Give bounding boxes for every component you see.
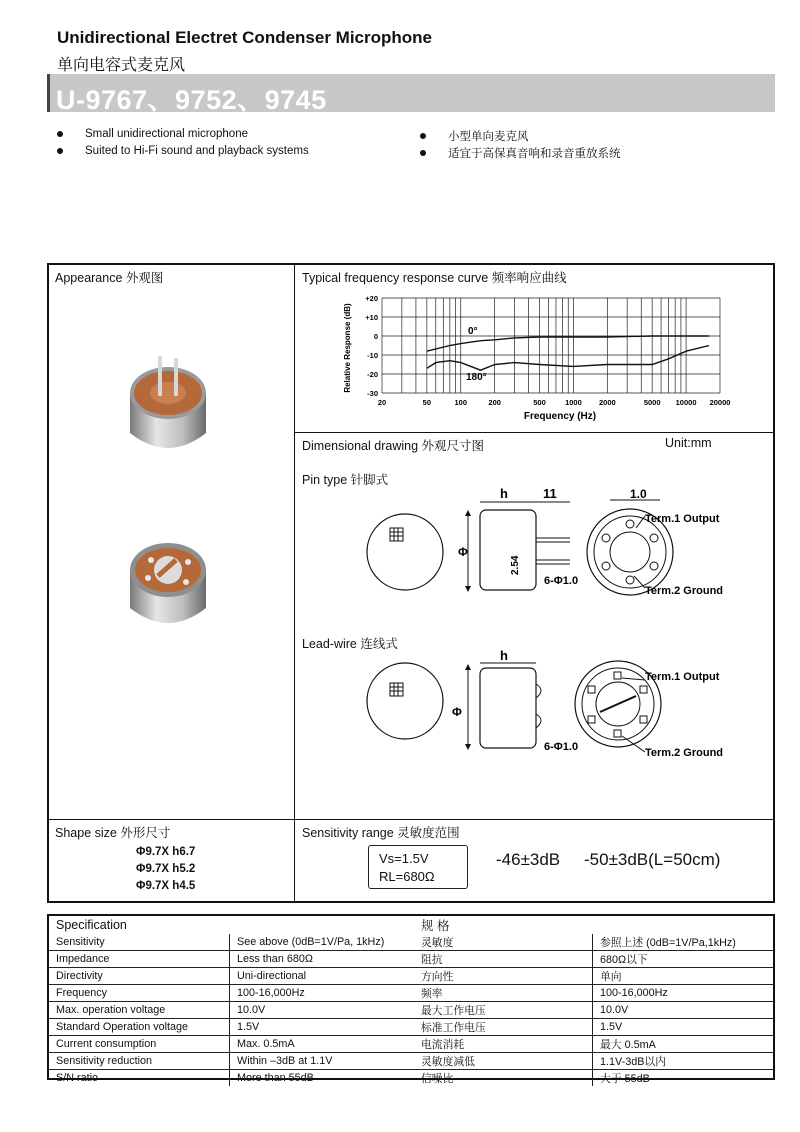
spec-param-en: S/N ratio: [49, 1070, 230, 1087]
spec-param-en: Frequency: [49, 985, 230, 1002]
dim-10: 1.0: [630, 487, 647, 501]
y-axis-label: Relative Response (dB): [343, 303, 352, 393]
term2-label-lead: Term.2 Ground: [645, 747, 724, 759]
pin-type-label: Pin type 针脚式: [302, 473, 389, 487]
divider-horizontal: [295, 432, 774, 433]
spec-param-en: Sensitivity: [49, 934, 230, 951]
leader-line: [634, 576, 645, 588]
divider-horizontal: [48, 819, 774, 820]
y-tick-label: -20: [367, 370, 378, 379]
spec-value-cn: 单向: [593, 968, 774, 985]
arrow-icon: [465, 664, 471, 670]
dim-11: 11: [543, 486, 557, 501]
lead-wire-label: Lead-wire 连线式: [302, 637, 398, 651]
y-tick-label: +10: [365, 313, 378, 322]
chart-tick-labels: [365, 294, 730, 407]
spec-param-en: Current consumption: [49, 1036, 230, 1053]
feature-text-cn: 小型单向麦克风: [448, 131, 529, 143]
spec-value-cn: 1.5V: [593, 1019, 774, 1036]
grid-hole-icon: [390, 528, 403, 541]
appearance-label: Appearance 外观图: [55, 271, 164, 285]
model-numbers: U-9767、9752、9745: [56, 85, 327, 115]
spec-value-en: Within –3dB at 1.1V: [230, 1053, 415, 1070]
spec-param-cn: 阻抗: [414, 951, 593, 968]
spec-param-cn: 方向性: [414, 968, 593, 985]
spec-value-en: Max. 0.5mA: [230, 1036, 415, 1053]
x-tick-label: 100: [454, 398, 468, 407]
leader-line: [622, 736, 645, 752]
spec-param-en: Max. operation voltage: [49, 1002, 230, 1019]
y-tick-label: -30: [367, 389, 378, 398]
mic-side-view-lead: [480, 668, 536, 748]
mic-front-view: [367, 514, 443, 590]
term1-label-lead: Term.1 Output: [645, 671, 720, 683]
frequency-label: Typical frequency response curve 频率响应曲线: [302, 271, 567, 285]
spec-value-cn: 1.1V-3dB以内: [593, 1053, 774, 1070]
spec-param-cn: 标准工作电压: [414, 1019, 593, 1036]
spec-header-row: [49, 916, 773, 934]
lead-bump: [536, 714, 541, 728]
sensitivity-value: -46±3dB: [496, 850, 561, 869]
spec-value-en: More than 55dB: [237, 1072, 314, 1084]
mic-side-view: [480, 510, 536, 590]
x-tick-label: 2000: [598, 398, 616, 407]
spec-param-cn: 频率: [414, 985, 593, 1002]
chart-grid: [382, 298, 720, 393]
bullet-icon: [420, 133, 426, 139]
feature-text: Small unidirectional microphone: [85, 128, 248, 140]
spec-row: [49, 1036, 773, 1053]
feature-text-cn: 适宜于高保真音响和录音重放系统: [448, 148, 621, 160]
spec-value-cn: 680Ω以下: [593, 951, 774, 968]
x-tick-label: 20: [377, 398, 387, 407]
spec-param-en: Sensitivity reduction: [49, 1053, 230, 1070]
bullet-icon: [57, 148, 63, 154]
shape-size-item: Φ9.7X h5.2: [136, 863, 196, 875]
mic-front-view-lead: [367, 663, 443, 739]
shape-size-item: Φ9.7X h4.5: [136, 880, 196, 892]
arrow-icon: [465, 744, 471, 750]
term2-label: Term.2 Ground: [645, 585, 724, 597]
spec-param-en: Impedance: [49, 951, 230, 968]
unit-label: Unit:mm: [665, 436, 712, 450]
dimensional-drawing: [300, 480, 770, 810]
shape-size-label: Shape size 外形尺寸: [55, 826, 171, 840]
spec-value-cn: 10.0V: [593, 1002, 774, 1019]
shape-size-item: Φ9.7X h6.7: [136, 846, 196, 858]
x-tick-label: 1000: [565, 398, 582, 407]
microphone-photo-top: [118, 348, 218, 458]
spec-value-cn: 100-16,000Hz: [593, 985, 774, 1002]
spec-value-cn: 参照上述 (0dB=1V/Pa,1kHz): [593, 934, 774, 951]
sensitivity-label: Sensitivity range 灵敏度范围: [302, 826, 460, 840]
dim-6phi-lead: 6-Φ1.0: [544, 741, 579, 753]
arrow-icon: [465, 586, 471, 592]
x-tick-label: 500: [533, 398, 546, 407]
rl-value: RL=680Ω: [379, 869, 435, 884]
spec-value-cn: 最大 0.5mA: [593, 1036, 774, 1053]
dim-6phi: 6-Φ1.0: [544, 575, 579, 587]
lead-bump: [536, 684, 541, 698]
arrow-icon: [465, 510, 471, 516]
spec-header-spacer: [230, 916, 415, 934]
spec-row: [49, 1019, 773, 1036]
bullet-icon: [57, 131, 63, 137]
sensitivity-condition-box: [368, 845, 468, 889]
spec-value-cn: 大于 55dB: [600, 1072, 650, 1085]
feature-item-cn: [420, 145, 621, 161]
spec-row: [49, 1002, 773, 1019]
y-tick-label: -10: [367, 351, 378, 360]
dim-254: 2.54: [510, 555, 521, 575]
spec-value-en: 1.5V: [230, 1019, 415, 1036]
x-tick-label: 200: [488, 398, 501, 407]
spec-row: [49, 968, 773, 985]
dim-h: h: [500, 486, 508, 501]
dim-h: h: [500, 648, 508, 663]
page-title-cn: 单向电容式麦克风: [57, 57, 186, 74]
x-tick-label: 10000: [675, 398, 697, 407]
y-tick-label: +20: [365, 294, 378, 303]
spec-row: [49, 934, 773, 951]
dimensional-label: Dimensional drawing 外观尺寸图: [302, 439, 485, 453]
spec-header-cn: 规 格: [421, 919, 450, 933]
specification-table: [47, 914, 775, 1085]
bullet-icon: [420, 150, 426, 156]
frequency-response-chart: [340, 288, 760, 428]
grid-hole-icon: [390, 683, 403, 696]
spec-param-cn: 灵敏度: [414, 934, 593, 951]
leader-line: [622, 678, 645, 680]
spec-param-cn: 灵敏度减低: [414, 1053, 593, 1070]
feature-item: [57, 145, 309, 157]
feature-item: [57, 128, 248, 140]
spec-param-en: Standard Operation voltage: [49, 1019, 230, 1036]
spec-row: [49, 985, 773, 1002]
mic-rear-center: [610, 532, 650, 572]
page-title: Unidirectional Electret Condenser Microphone: [57, 28, 433, 47]
dim-phi: Φ: [452, 705, 462, 719]
spec-param-cn: 电流消耗: [414, 1036, 593, 1053]
feature-text: Suited to Hi-Fi sound and playback systems: [85, 145, 309, 157]
spec-value-en: 10.0V: [230, 1002, 415, 1019]
x-tick-label: 5000: [643, 398, 661, 407]
y-tick-label: 0: [373, 332, 378, 341]
feature-item-cn: [420, 128, 529, 144]
spec-param-cn: 最大工作电压: [414, 1002, 593, 1019]
microphone-photo-bottom: [118, 530, 218, 635]
curve-label-0: 0°: [468, 326, 478, 337]
x-tick-label: 20000: [709, 398, 731, 407]
spec-header-en: Specification: [56, 918, 127, 932]
spec-header-spacer: [593, 916, 774, 934]
sensitivity-value-50cm: -50±3dB(L=50cm): [584, 850, 721, 869]
mic-rear-inner: [594, 516, 666, 588]
spec-row: [49, 1070, 773, 1087]
term1-label: Term.1 Output: [645, 513, 720, 525]
dim-phi: Φ: [458, 545, 468, 559]
x-axis-label: Frequency (Hz): [523, 411, 597, 422]
spec-param-cn: 信噪比: [414, 1070, 593, 1087]
vs-value: Vs=1.5V: [379, 851, 429, 866]
spec-value-en: 100-16,000Hz: [230, 985, 415, 1002]
spec-row: [49, 1053, 773, 1070]
spec-value-en: Less than 680Ω: [230, 951, 415, 968]
spec-param-en: Directivity: [49, 968, 230, 985]
divider-vertical: [294, 264, 295, 902]
spec-value-en: Uni-directional: [230, 968, 415, 985]
lead-slot: [600, 696, 636, 712]
curve-label-180: 180°: [466, 372, 487, 383]
x-tick-label: 50: [422, 398, 432, 407]
spec-value-en: See above (0dB=1V/Pa, 1kHz): [230, 934, 415, 951]
spec-row: [49, 951, 773, 968]
